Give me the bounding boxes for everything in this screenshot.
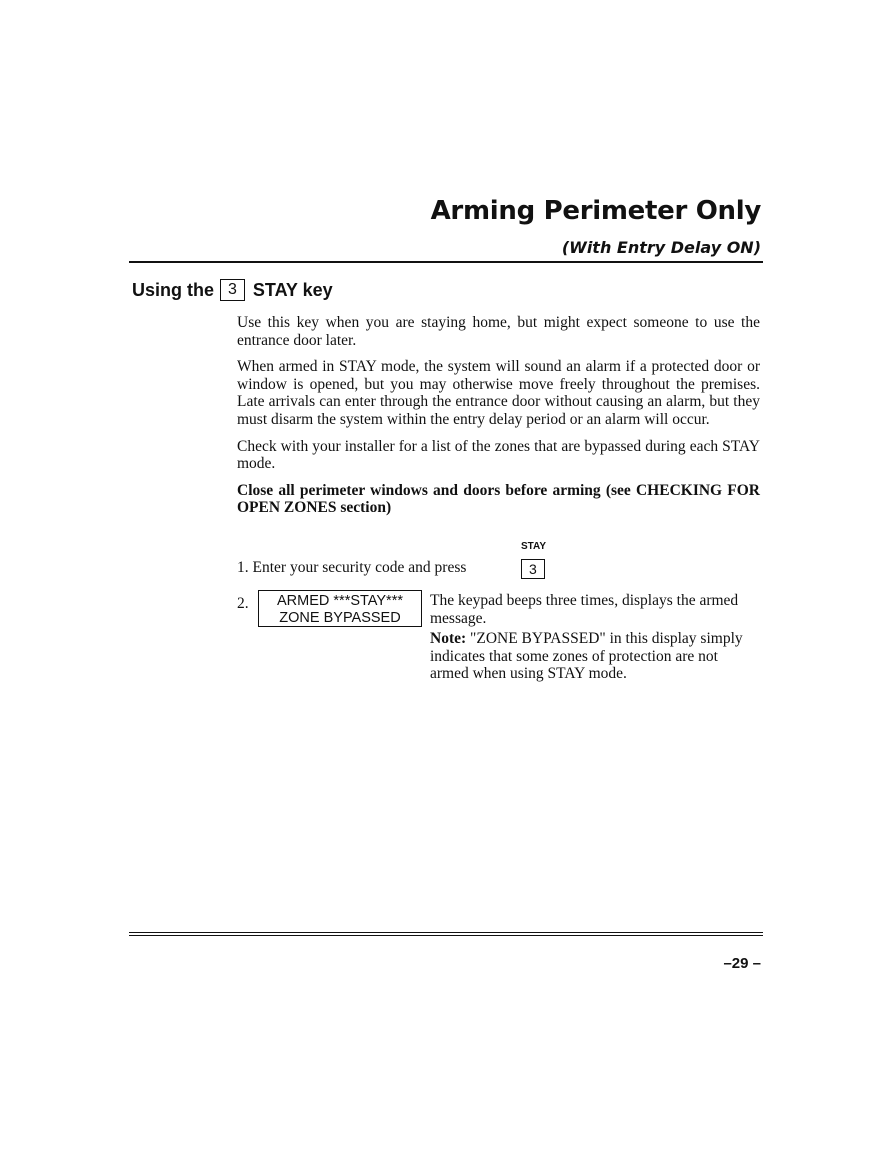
page-subtitle: (With Entry Delay ON) — [561, 238, 761, 257]
display-line-1: ARMED ***STAY*** — [277, 593, 403, 609]
note-text: "ZONE BYPASSED" in this display simply indicates that some zones of protection are not armed when using STAY mode. — [430, 630, 743, 683]
page-number: –29 – — [723, 955, 761, 972]
stay-key-caption: STAY — [521, 541, 547, 552]
header-rule — [129, 261, 763, 263]
key-3-box: 3 — [220, 279, 245, 301]
step-1-text: 1. Enter your security code and press — [237, 559, 467, 576]
section-heading-suffix: STAY key — [252, 279, 333, 300]
step-2-number: 2. — [237, 595, 249, 612]
paragraph-1: Use this key when you are staying home, but might expect someone to use the entrance door later. — [237, 314, 760, 349]
paragraph-2: When armed in STAY mode, the system will sound an alarm if a protected door or window is opened, but you may otherwise move freely throughout the premises. Late arrivals can enter through the entrance door without causing an alarm, but they must disarm the system within the entry delay period or an alarm will occur. — [237, 358, 760, 428]
body-text — [237, 314, 760, 526]
paragraph-warning: Close all perimeter windows and doors before arming (see CHECKING FOR OPEN ZONES section) — [237, 481, 760, 517]
stay-key-box: 3 — [521, 559, 545, 579]
note — [430, 630, 750, 683]
page-title: Arming Perimeter Only — [430, 196, 761, 226]
display-line-2: ZONE BYPASSED — [279, 610, 401, 626]
step-2-description — [430, 592, 750, 686]
section-heading — [132, 279, 333, 301]
step-1 — [237, 541, 760, 581]
note-label: Note: — [430, 630, 467, 648]
step-2-text: The keypad beeps three times, displays the armed message. — [430, 592, 739, 627]
section-heading-prefix: Using the — [132, 279, 215, 300]
paragraph-3: Check with your installer for a list of the zones that are bypassed during each STAY mode. — [237, 437, 760, 473]
footer-rule — [129, 932, 763, 936]
keypad-display — [258, 590, 422, 627]
